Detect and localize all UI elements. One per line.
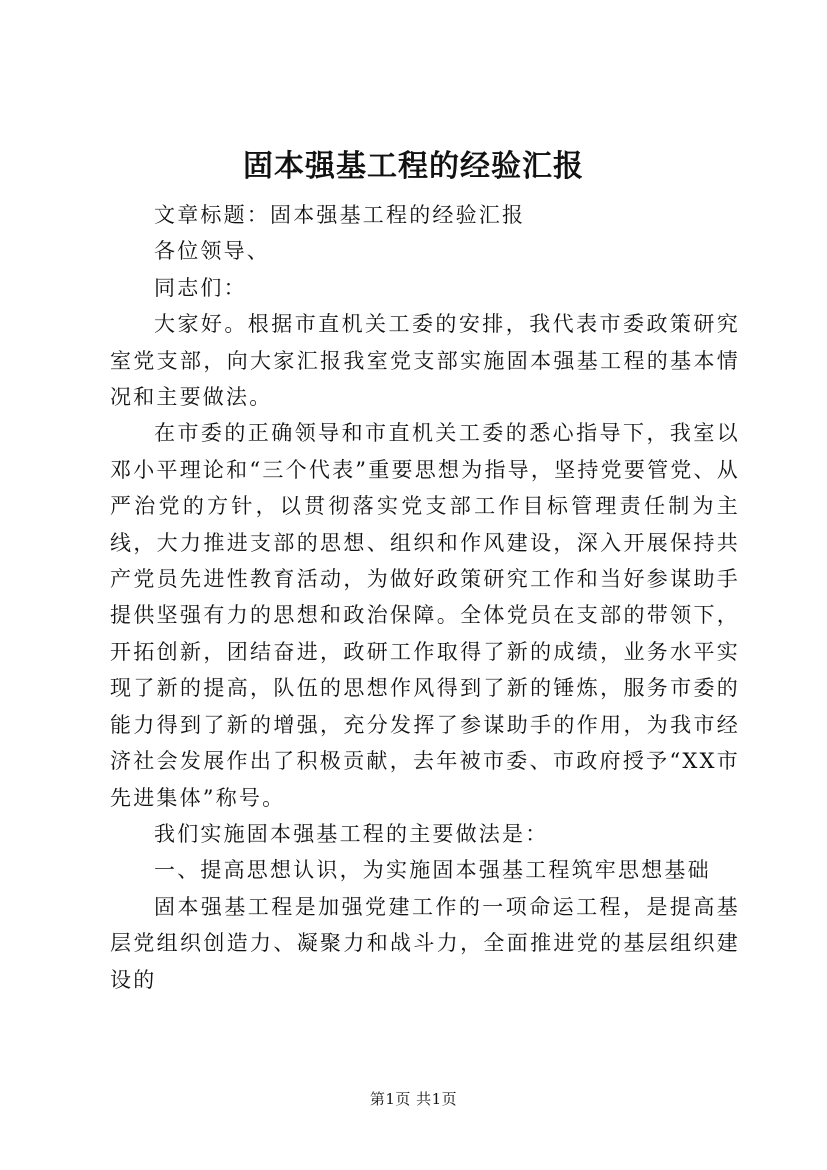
document-body (110, 197, 740, 998)
paragraph-salutation-leaders: 各位领导、 (154, 239, 270, 264)
section-heading-1: 一、提高思想认识，为实施固本强基工程筑牢思想基础 (154, 858, 711, 883)
document-title: 固本强基工程的经验汇报 (243, 149, 584, 184)
paragraph-article-title: 文章标题：固本强基工程的经验汇报 (154, 203, 526, 227)
paragraph-overview: 在市委的正确领导和市直机关工委的悉心指导下，我室以邓小平理论和“三个代表”重要思想为指导，坚持党要管党、从严治党的方针，以贯彻落实党支部工作目标管理责任制为主线，大力推进支部的思想、组织和作风建设，深入开展保持共产党员先进性教育活动，为做好政策研究工作和当好参谋助手提供坚强有力的思想和政治保障。全体党员在支部的带领下，开拓创新，团结奋进，政研工作取得了新的成绩，业务水平实现了新的提高，队伍的思想作风得到了新的锤炼，服务市委的能力得到了新的增强，充分发挥了参谋助手的作用，为我市经济社会发展作出了积极贡献，去年被市委、市政府授予“XX市先进集体”称号。 (110, 421, 740, 810)
paragraph-greeting: 大家好。根据市直机关工委的安排，我代表市委政策研究室党支部，向大家汇报我室党支部实施固本强基工程的基本情况和主要做法。 (110, 312, 740, 410)
paragraph-main-practices-intro: 我们实施固本强基工程的主要做法是： (154, 821, 549, 846)
page-footer: 第1页 共1页 (369, 1090, 458, 1108)
paragraph-salutation-comrades: 同志们： (154, 275, 247, 300)
paragraph-section-1: 固本强基工程是加强党建工作的一项命运工程，是提高基层党组织创造力、凝聚力和战斗力，全面推进党的基层组织建设的 (110, 894, 740, 992)
